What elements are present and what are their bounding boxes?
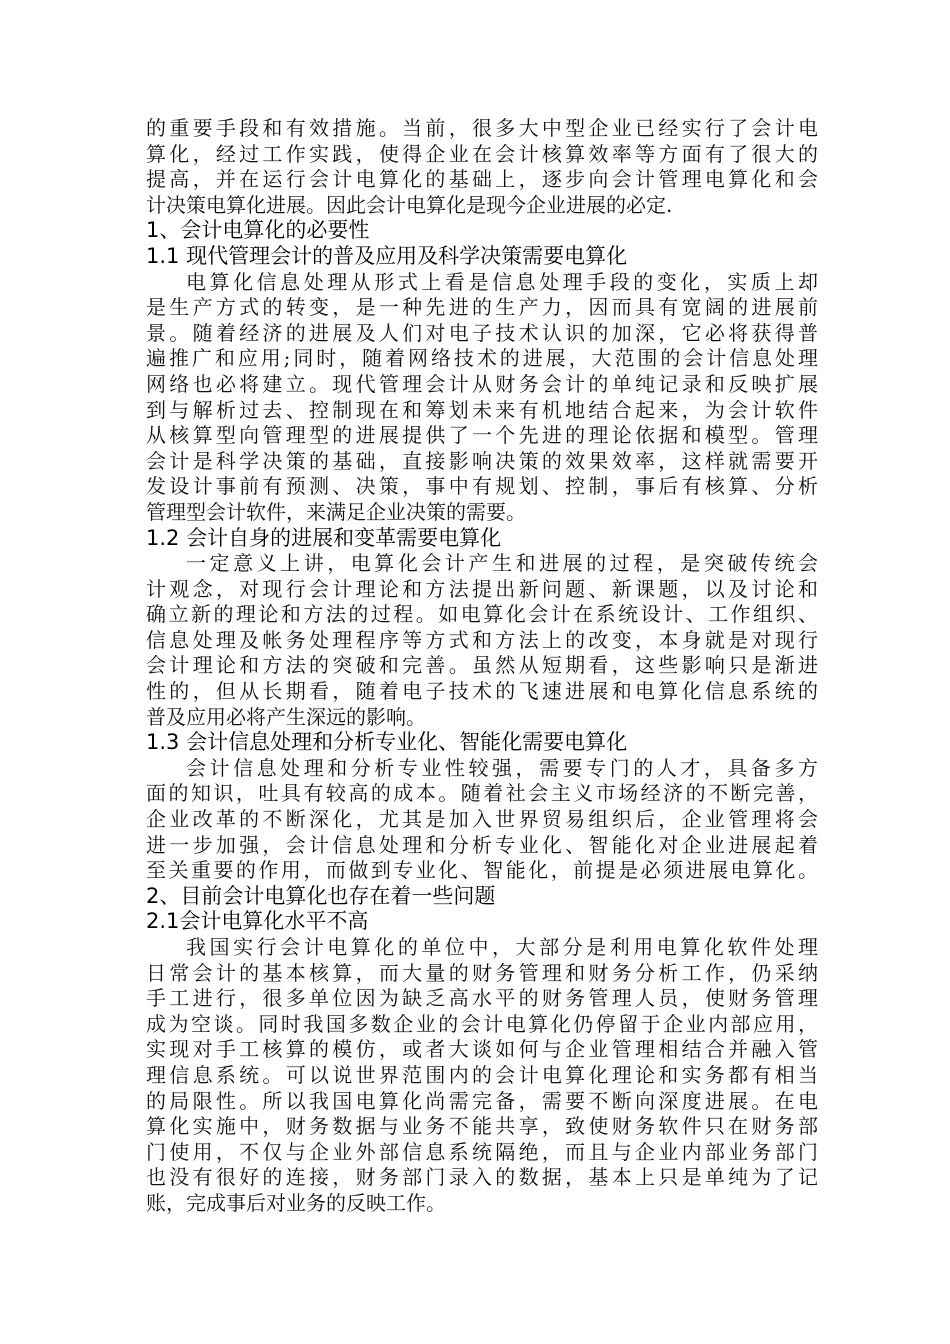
intro-line: 计决策电算化进展。因此会计电算化是现今企业进展的必定. <box>146 192 673 217</box>
paragraph-line: 的局限性。所以我国电算化尚需完备，需要不断向深度进展。在电 <box>146 1088 818 1113</box>
paragraph-line: 企业改革的不断深化，尤其是加入世界贸易组织后，企业管理将会 <box>146 807 818 832</box>
paragraph-line: 也没有很好的连接，财务部门录入的数据，基本上只是单纯为了记 <box>146 1165 818 1190</box>
section-1-2-heading: 1.2 会计自身的进展和变革需要电算化 <box>146 525 502 550</box>
section-2-heading: 2、目前会计电算化也存在着一些问题 <box>146 883 496 908</box>
paragraph-line: 网络也必将建立。现代管理会计从财务会计的单纯记录和反映扩展 <box>146 371 818 396</box>
paragraph-line: 普及应用必将产生深远的影响。 <box>146 704 426 729</box>
paragraph-line: 发设计事前有预测、决策，事中有规划、控制，事后有核算、分析 <box>146 474 818 499</box>
paragraph-line: 性的，但从长期看，随着电子技术的飞速进展和电算化信息系统的 <box>146 679 818 704</box>
paragraph-line: 景。随着经济的进展及人们对电子技术认识的加深，它必将获得普 <box>146 320 818 345</box>
paragraph-line: 遍推广和应用;同时，随着网络技术的进展，大范围的会计信息处理 <box>146 346 818 371</box>
intro-line: 的重要手段和有效措施。当前，很多大中型企业已经实行了会计电 <box>146 116 818 140</box>
paragraph-line: 到与解析过去、控制现在和筹划未来有机地结合起来，为会计软件 <box>146 397 818 422</box>
section-2-1-heading: 2.1会计电算化水平不高 <box>146 909 369 934</box>
paragraph-line: 成为空谈。同时我国多数企业的会计电算化仍停留于企业内部应用， <box>146 1011 818 1036</box>
paragraph-line: 会计理论和方法的突破和完善。虽然从短期看，这些影响只是渐进 <box>146 653 818 678</box>
paragraph-line: 从核算型向管理型的进展提供了一个先进的理论依据和模型。管理 <box>146 423 818 448</box>
document-page <box>146 116 818 1217</box>
paragraph-line: 实现对手工核算的模仿，或者大谈如何与企业管理相结合并融入管 <box>146 1037 818 1062</box>
paragraph-line: 一定意义上讲，电算化会计产生和进展的过程，是突破传统会 <box>186 551 818 576</box>
paragraph-line: 门使用，不仅与企业外部信息系统隔绝，而且与企业内部业务部门 <box>146 1139 818 1164</box>
section-1-3-heading: 1.3 会计信息处理和分析专业化、智能化需要电算化 <box>146 730 628 755</box>
paragraph-line: 算化实施中，财务数据与业务不能共享，致使财务软件只在财务部 <box>146 1114 818 1139</box>
paragraph-line: 会计信息处理和分析专业性较强，需要专门的人才，具备多方 <box>186 755 818 780</box>
paragraph-line: 日常会计的基本核算，而大量的财务管理和财务分析工作，仍采纳 <box>146 960 818 985</box>
intro-line: 提高，并在运行会计电算化的基础上，逐步向会计管理电算化和会 <box>146 167 818 192</box>
paragraph-line: 计观念，对现行会计理论和方法提出新问题、新课题，以及讨论和 <box>146 576 818 601</box>
paragraph-line: 信息处理及帐务处理程序等方式和方法上的改变，本身就是对现行 <box>146 627 818 652</box>
paragraph-line: 会计是科学决策的基础，直接影响决策的效果效率，这样就需要开 <box>146 448 818 473</box>
intro-line: 算化，经过工作实践，使得企业在会计核算效率等方面有了很大的 <box>146 141 818 166</box>
paragraph-line: 管理型会计软件，来满足企业决策的需要。 <box>146 499 526 524</box>
paragraph-line: 理信息系统。可以说世界范围内的会计电算化理论和实务都有相当 <box>146 1062 818 1087</box>
paragraph-line: 面的知识，吐具有较高的成本。随着社会主义市场经济的不断完善， <box>146 781 818 806</box>
section-1-heading: 1、会计电算化的必要性 <box>146 218 370 243</box>
paragraph-line: 是生产方式的转变，是一种先进的生产力，因而具有宽阔的进展前 <box>146 295 818 320</box>
paragraph-line: 手工进行，很多单位因为缺乏高水平的财务管理人员，使财务管理 <box>146 986 818 1011</box>
paragraph-line: 至关重要的作用，而做到专业化、智能化，前提是必须进展电算化。 <box>146 858 818 883</box>
section-1-1-heading: 1.1 现代管理会计的普及应用及科学决策需要电算化 <box>146 243 628 268</box>
paragraph-line: 电算化信息处理从形式上看是信息处理手段的变化，实质上却 <box>186 269 818 294</box>
paragraph-line: 确立新的理论和方法的过程。如电算化会计在系统设计、工作组织、 <box>146 602 818 627</box>
paragraph-line: 我国实行会计电算化的单位中，大部分是利用电算化软件处理 <box>186 935 818 959</box>
paragraph-line: 进一步加强，会计信息处理和分析专业化、智能化对企业进展起着 <box>146 832 818 857</box>
paragraph-line: 账，完成事后对业务的反映工作。 <box>146 1190 446 1215</box>
